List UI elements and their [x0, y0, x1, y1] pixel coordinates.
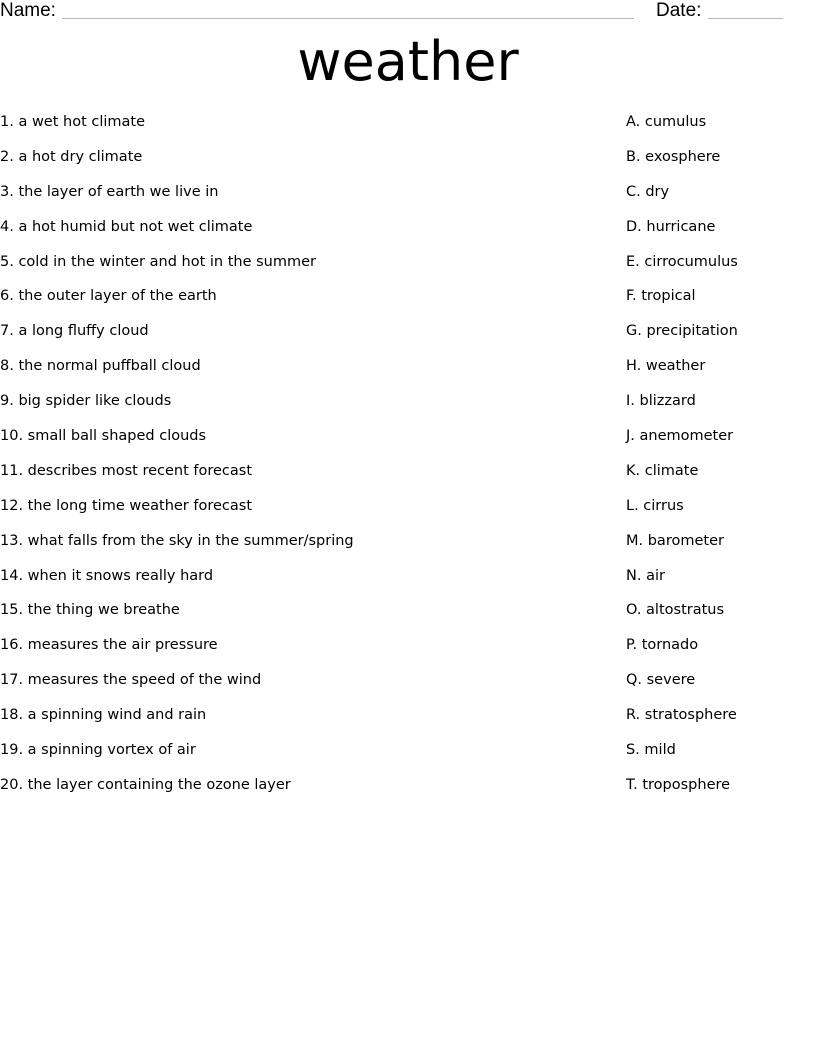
answer-item: N. air	[626, 567, 665, 584]
clue-item: 5. cold in the winter and hot in the summer	[0, 253, 316, 270]
answer-item: O. altostratus	[626, 602, 725, 619]
worksheet-header	[0, 0, 816, 24]
clue-item: 16. measures the air pressure	[0, 637, 218, 654]
clue-item: 15. the thing we breathe	[0, 602, 180, 619]
clue-item: 13. what falls from the sky in the summer/spring	[0, 532, 354, 549]
answer-item: J. anemometer	[626, 428, 734, 445]
clue-item: 3. the layer of earth we live in	[0, 183, 219, 200]
clue-item: 8. the normal puffball cloud	[0, 358, 201, 375]
clue-item: 9. big spider like clouds	[0, 393, 172, 410]
clue-list	[0, 110, 600, 808]
answer-item: L. cirrus	[626, 497, 684, 514]
clue-item: 12. the long time weather forecast	[0, 497, 253, 514]
answer-item: Q. severe	[626, 672, 696, 689]
clue-item: 10. small ball shaped clouds	[0, 428, 207, 445]
answer-item: C. dry	[626, 183, 670, 200]
clue-item: 6. the outer layer of the earth	[0, 288, 217, 305]
answer-item: E. cirrocumulus	[626, 253, 738, 270]
answer-item: I. blizzard	[626, 393, 696, 410]
clue-item: 7. a long fluffy cloud	[0, 323, 149, 340]
answer-list	[626, 110, 811, 808]
answer-item: H. weather	[626, 358, 706, 375]
answer-item: A. cumulus	[626, 114, 707, 130]
clue-item: 19. a spinning vortex of air	[0, 742, 196, 759]
answer-item: T. troposphere	[626, 776, 731, 793]
answer-item: M. barometer	[626, 532, 724, 549]
answer-item: R. stratosphere	[626, 707, 737, 724]
answer-item: D. hurricane	[626, 218, 716, 235]
worksheet-title: weather	[297, 30, 519, 93]
clue-item: 2. a hot dry climate	[0, 148, 143, 165]
clue-item: 1. a wet hot climate	[0, 114, 146, 130]
name-blank-line[interactable]	[62, 18, 634, 19]
answer-item: P. tornado	[626, 637, 699, 654]
answer-item: K. climate	[626, 462, 699, 479]
clue-item: 4. a hot humid but not wet climate	[0, 218, 253, 235]
answer-item: G. precipitation	[626, 323, 738, 340]
name-label: Name:	[0, 0, 56, 21]
date-label: Date:	[656, 0, 702, 21]
clue-item: 20. the layer containing the ozone layer	[0, 776, 291, 793]
answer-item: B. exosphere	[626, 148, 721, 165]
answer-item: S. mild	[626, 742, 676, 759]
clue-item: 17. measures the speed of the wind	[0, 672, 262, 689]
answer-item: F. tropical	[626, 288, 696, 305]
clue-item: 11. describes most recent forecast	[0, 462, 253, 479]
clue-item: 14. when it snows really hard	[0, 567, 214, 584]
date-blank-line[interactable]	[708, 18, 783, 19]
clue-item: 18. a spinning wind and rain	[0, 707, 207, 724]
